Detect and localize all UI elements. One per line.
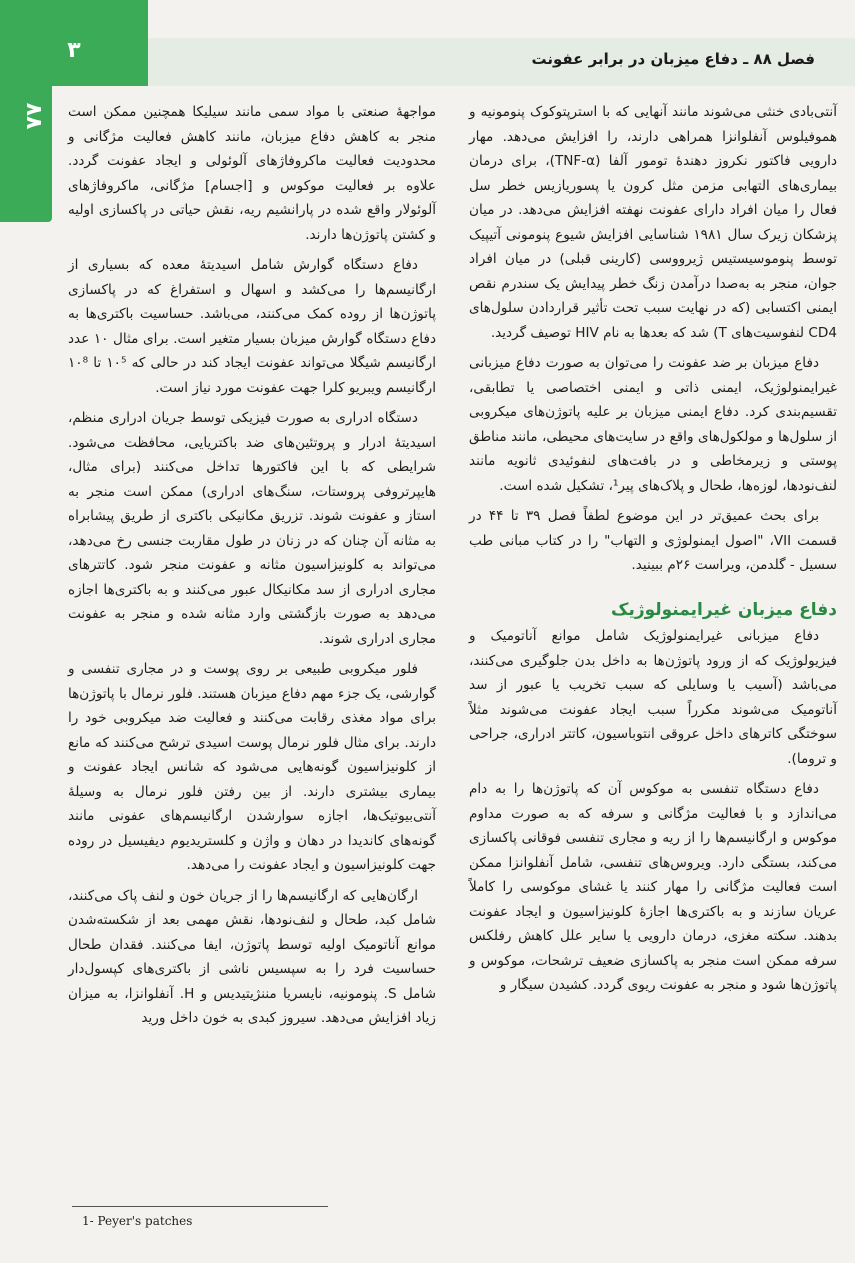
chapter-title: فصل ۸۸ ـ دفاع میزبان در برابر عفونت <box>531 50 815 68</box>
paragraph: برای بحث عمیق‌تر در این موضوع لطفاً فصل ۳۹ تا ۴۴ در قسمت VII، "اصول ایمنولوژی و التهاب" را در کتاب مبانی طب سسیل - گلدمن، ویراست ۲۶م ببینید. <box>469 508 838 573</box>
text-column-right <box>469 100 837 1004</box>
chapter-side-tab <box>0 86 52 222</box>
running-header <box>148 38 855 86</box>
paragraph: مواجههٔ صنعتی با مواد سمی مانند سیلیکا همچنین ممکن است منجر به کاهش دفاع میزبان، مانند کاهش فعالیت مژگانی و محدودیت فعالیت ماکروفاژهای آلوئولی و ایجاد عفونت گردد. علاوه بر فعالیت موکوس و [اجسام] مژگانی، ماکروفاژهای آلوئولار واقع شده در پارانشیم ریه، نقش حیاتی در پاکسازی اولیه و کشتن پاتوژن‌ها دارند. <box>68 104 436 243</box>
paragraph: دفاع دستگاه گوارش شامل اسیدیتهٔ معده که بسیاری از ارگانیسم‌ها را می‌کشد و اسهال و استفراغ که در پاکسازی پاتوژن‌ها از روده کمک می‌کنند، می‌باشد. حساسیت باکتری‌ها به دفاع دستگاه گوارش میزبان بسیار متغیر است. برای مثال ۱۰ عدد ارگانیسم شیگلا می‌تواند عفونت ایجاد کند در حالی که ۱۰⁵ تا ۱۰⁸ ارگانیسم ویبریو کلرا جهت عفونت مورد نیاز است. <box>68 257 436 396</box>
footnote: 1- Peyer's patches <box>82 1214 193 1228</box>
section-heading: دفاع میزبان غیرایمنولوژیک <box>611 599 837 620</box>
page-number-tab <box>0 0 148 86</box>
paragraph: دفاع میزبان بر ضد عفونت را می‌توان به صورت دفاع میزبانی غیرایمنولوژیک، ایمنی ذاتی و ایمنی اختصاصی یا تطابقی، تقسیم‌بندی کرد. دفاع ایمنی میزبان بر علیه پاتوژن‌های میکروبی از سلول‌ها و مولکول‌های واقع در سایت‌های محیطی، مانند مناطق پوستی و زیرمخاطی و در بافت‌های لنفوئیدی ثانویه مانند لنف‌نودها، لوزه‌ها، طحال و پلاک‌های پیر¹، تشکیل شده است. <box>469 355 837 494</box>
paragraph: دفاع دستگاه تنفسی به موکوس آن که پاتوژن‌ها را به دام می‌اندازد و با فعالیت مژگانی و سرفه که به صورت مداوم موکوس و ارگانیسم‌ها را از ریه و مجاری تنفسی فوقانی پاکسازی می‌کند، بستگی دارد. ویروس‌های تنفسی، شامل آنفلوانزا ممکن است فعالیت مژگانی را مهار کنند یا غشای موکوسی را کاملاً عریان سازند و به باکتری‌ها اجازهٔ کلونیزاسیون و ایجاد عفونت بدهند. سکته مغزی، درمان دارویی یا سایر علل کاهش رفلکس سرفه ممکن است منجر به پاکسازی ضعیف ترشحات، موکوس و پاتوژن‌ها شود و منجر به عفونت ریوی گردد. کشیدن سیگار و <box>469 781 837 993</box>
page-number: ۳ <box>67 38 81 63</box>
paragraph: دفاع میزبانی غیرایمنولوژیک شامل موانع آناتومیک و فیزیولوژیک که از ورود پاتوژن‌ها به داخل بدن جلوگیری می‌کنند، می‌باشد (آسیب یا وسایلی که سبب تخریب یا عبور از سد آناتومیک می‌شوند مکرراً سبب ایجاد عفونت می‌شوند مثلاً سوختگی کاترهای داخل عروقی انتوباسیون، کاتتر ادراری، جراحی و تروما). <box>469 628 837 767</box>
footnote-divider <box>72 1206 328 1207</box>
paragraph: آنتی‌بادی خنثی می‌شوند مانند آنهایی که با استرپتوکوک پنومونیه و هموفیلوس آنفلوانزا همراهی دارند، را افزایش می‌دهد. مهار دارویی فاکتور نکروز دهندهٔ تومور آلفا (TNF-α)، برای درمان بیماری‌های التهابی مزمن مثل کرون یا پسوریازیس خطر سل فعال را میان افراد دارای عفونت نهفته افزایش می‌دهد. در میان پزشکان زیرک سال ۱۹۸۱ شناسایی افزایش شیوع پنومونی آتیپیک توسط پنوموسیستیس ژیرووسی (کارینی قبلی) در میان افراد جوان، منجر به به‌صدا درآمدن زنگ خطر پیدایش یک سندرم نقص ایمنی اکتسابی (که در نهایت سبب تحت تأثیر قراردادن سلول‌های CD4 لنفوسیت‌های T) شد که بعدها به نام HIV توصیف گردید. <box>469 104 838 341</box>
paragraph: دستگاه ادراری به صورت فیزیکی توسط جریان ادراری منظم، اسیدیتهٔ ادرار و پروتئین‌های ضد باکتریایی، محافظت می‌شود. شرایطی که با این فاکتورها تداخل می‌کنند (برای مثال، هایپرتروفی پروستات، سنگ‌های ادراری) ممکن است منجر به استاز و عفونت شوند. تزریق مکانیکی باکتری از طریق پیشابراه به مثانه آن چنان که در زنان در طول مقاربت جنسی رخ می‌دهد، می‌تواند به کلونیزاسیون مثانه و عفونت منجر شود. کاتترهای مجاری ادراری از سد مکانیکال عبور می‌کنند و به باکتری‌ها اجازه می‌دهد به صورت بازگشتی وارد مثانه شده و منجر به عفونت مجاری ادراری شوند. <box>68 410 436 647</box>
paragraph: ارگان‌هایی که ارگانیسم‌ها را از جریان خون و لنف پاک می‌کنند، شامل کبد، طحال و لنف‌نودها، نقش مهمی بعد از شکسته‌شدن موانع آناتومیک اولیه توسط پاتوژن، ایفا می‌کنند. فقدان طحال حساسیت فرد را به سپسیس ناشی از باکتری‌های کپسول‌دار شامل S. پنومونیه، نایسریا مننژیتیدیس و H. آنفلوانزا، به میزان زیاد افزایش می‌دهد. سیروز کبدی به خون داخل ورید <box>68 887 436 1026</box>
side-tab-label: ۸۸ <box>21 102 46 130</box>
text-column-left <box>68 100 436 1037</box>
paragraph: فلور میکروبی طبیعی بر روی پوست و در مجاری تنفسی و گوارشی، یک جزء مهم دفاع میزبان هستند. فلور نرمال با پاتوژن‌ها برای مواد مغذی رقابت می‌کنند و فعالیت ضد میکروبی خود را دارند. برای مثال فلور نرمال پوست اسیدی ترشح می‌کنند که مانع از کلونیزاسیون گونه‌هایی می‌شود که شانس ایجاد عفونت و بیماری بیشتری دارند. از بین رفتن فلور نرمال به وسیلهٔ آنتی‌بیوتیک‌ها، اجازه سوارشدن ارگانیسم‌های عفونی مانند گونه‌های کاندیدا در دهان و واژن و کلستریدیوم دیفیسیل در روده جهت کلونیزاسیون و ایجاد عفونت را می‌دهد. <box>68 661 436 873</box>
